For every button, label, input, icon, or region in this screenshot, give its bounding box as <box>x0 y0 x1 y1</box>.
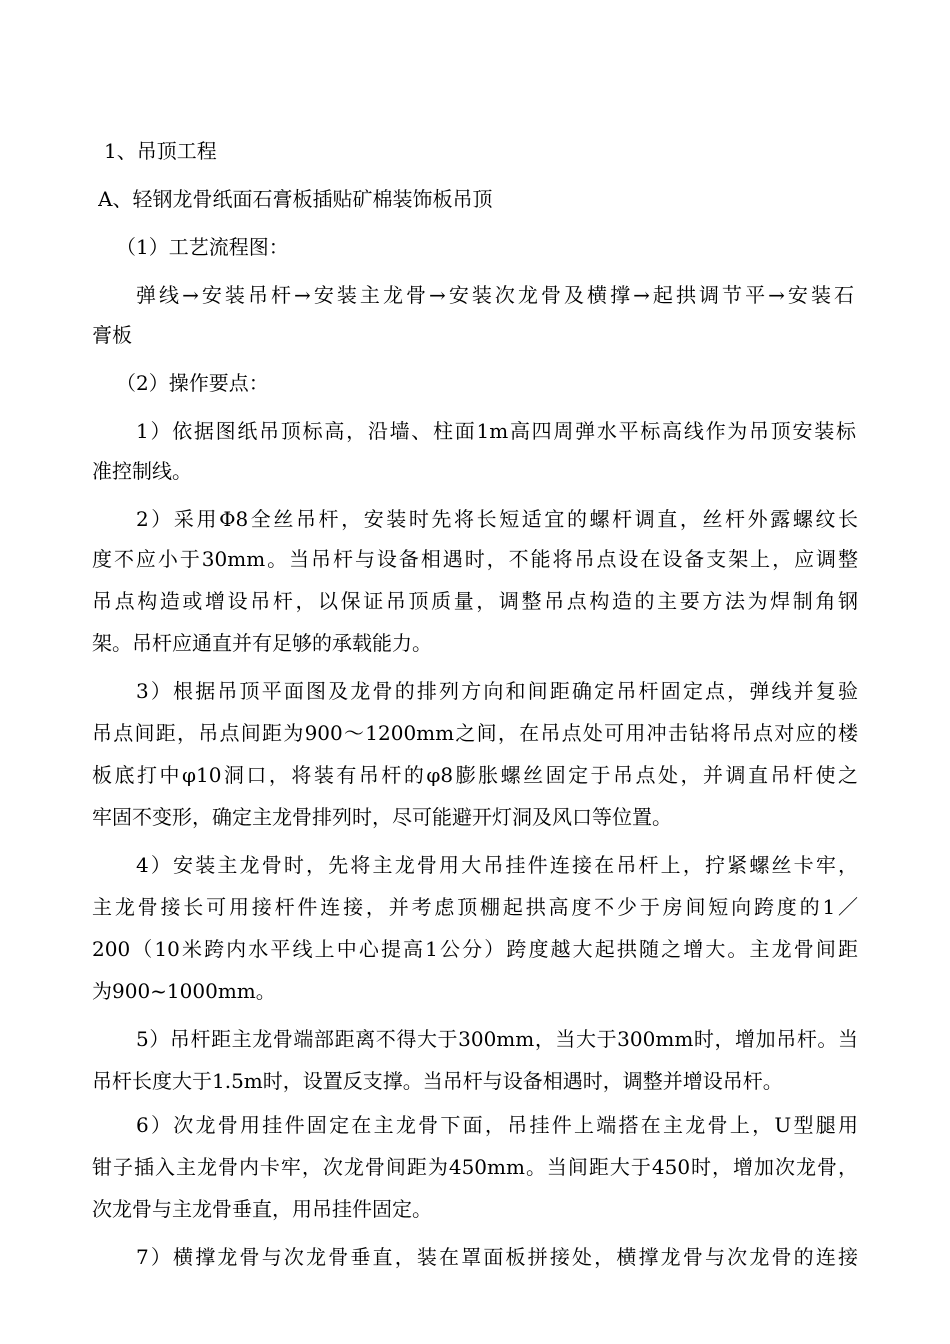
paragraph-line: 5）吊杆距主龙骨端部距离不得大于300mm，当大于300mm时，增加吊杆。当 <box>136 1027 858 1051</box>
paragraph-line: 1）依据图纸吊顶标高，沿墙、柱面1m高四周弹水平标高线作为吊顶安装标 <box>136 419 856 443</box>
paragraph-line: 牢固不变形，确定主龙骨排列时，尽可能避开灯洞及风口等位置。 <box>92 805 672 829</box>
paragraph-line: 钳子插入主龙骨内卡牢，次龙骨间距为450mm。当间距大于450时，增加次龙骨， <box>92 1155 858 1179</box>
paragraph-line: 吊点构造或增设吊杆，以保证吊顶质量，调整吊点构造的主要方法为焊制角钢 <box>92 589 858 613</box>
paragraph-line: 吊杆长度大于1.5m时，设置反支撑。当吊杆与设备相遇时，调整并增设吊杆。 <box>92 1069 783 1093</box>
paragraph-line: 2）采用Φ8全丝吊杆，安装时先将长短适宜的螺杆调直，丝杆外露螺纹长 <box>136 507 858 531</box>
process-flow-line: 膏板 <box>92 323 132 347</box>
paragraph-line: 主龙骨接长可用接杆件连接，并考虑顶棚起拱高度不少于房间短向跨度的1／ <box>92 895 858 919</box>
paragraph-line: 度不应小于30mm。当吊杆与设备相遇时，不能将吊点设在设备支架上，应调整 <box>92 547 858 571</box>
section-heading: 1、吊顶工程 <box>104 139 217 163</box>
paragraph-line: 200（10米跨内水平线上中心提高1公分）跨度越大起拱随之增大。主龙骨间距 <box>92 937 858 961</box>
paragraph-line: 3）根据吊顶平面图及龙骨的排列方向和间距确定吊杆固定点，弹线并复验 <box>136 679 858 703</box>
paragraph-line: 板底打中φ10洞口，将装有吊杆的φ8膨胀螺丝固定于吊点处，并调直吊杆使之 <box>92 763 858 787</box>
paragraph-line: 7）横撑龙骨与次龙骨垂直，装在罩面板拼接处，横撑龙骨与次龙骨的连接 <box>136 1245 858 1269</box>
process-flow-title: （1）工艺流程图： <box>116 235 289 259</box>
paragraph-line: 4）安装主龙骨时，先将主龙骨用大吊挂件连接在吊杆上，拧紧螺丝卡牢， <box>136 853 858 877</box>
paragraph-line: 架。吊杆应通直并有足够的承载能力。 <box>92 631 432 655</box>
paragraph-line: 为900~1000mm。 <box>92 979 276 1003</box>
subsection-heading: A、轻钢龙骨纸面石膏板插贴矿棉装饰板吊顶 <box>98 187 493 211</box>
paragraph-line: 6）次龙骨用挂件固定在主龙骨下面，吊挂件上端搭在主龙骨上，U型腿用 <box>136 1113 858 1137</box>
paragraph-line: 准控制线。 <box>92 459 192 483</box>
paragraph-line: 吊点间距，吊点间距为900～1200mm之间，在吊点处可用冲击钻将吊点对应的楼 <box>92 721 858 745</box>
process-flow-line: 弹线→安装吊杆→安装主龙骨→安装次龙骨及横撑→起拱调节平→安装石 <box>136 283 854 307</box>
operation-points-title: （2）操作要点： <box>116 371 269 395</box>
paragraph-line: 次龙骨与主龙骨垂直，用吊挂件固定。 <box>92 1197 432 1221</box>
